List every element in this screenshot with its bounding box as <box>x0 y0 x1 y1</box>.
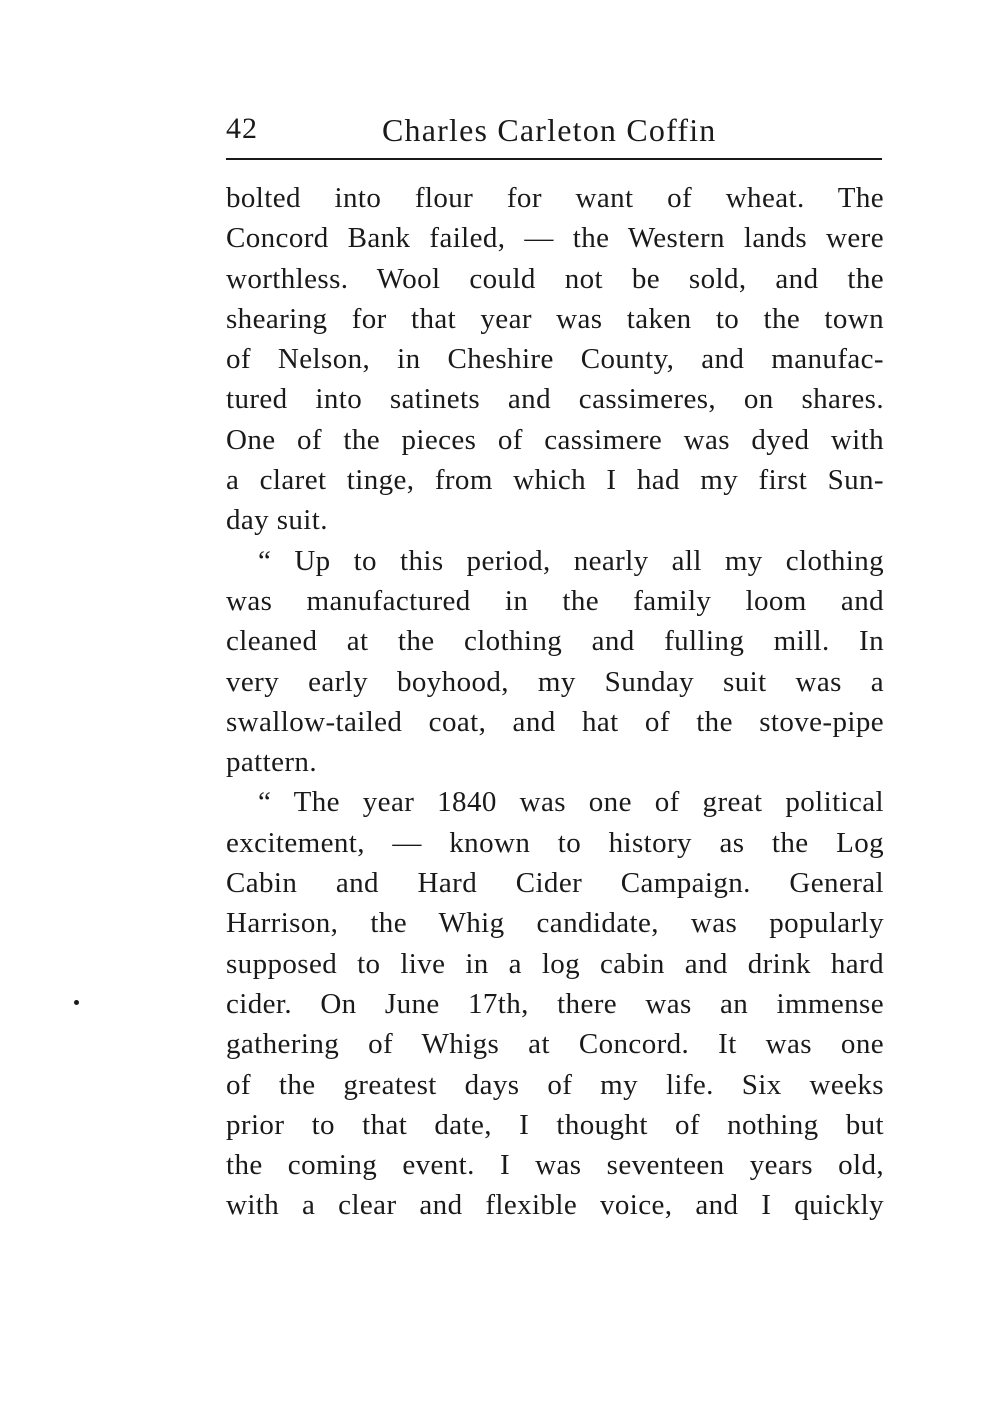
text-line: tured into satinets and cassimeres, on shares. <box>226 383 884 416</box>
text-line: supposed to live in a log cabin and drink hard <box>226 947 884 980</box>
text-line: very early boyhood, my Sunday suit was a <box>226 665 884 698</box>
text-line: gathering of Whigs at Concord. It was one <box>226 1028 884 1061</box>
text-line: Concord Bank failed, — the Western lands were <box>226 222 884 255</box>
page-header <box>226 108 882 156</box>
text-line: One of the pieces of cassimere was dyed with <box>226 423 884 456</box>
text-line: prior to that date, I thought of nothing but <box>226 1108 884 1141</box>
text-line: worthless. Wool could not be sold, and the <box>226 262 884 295</box>
header-rule <box>226 158 882 160</box>
text-line: cider. On June 17th, there was an immense <box>226 987 884 1020</box>
text-line: was manufactured in the family loom and <box>226 584 884 617</box>
text-line: day suit. <box>226 504 328 537</box>
text-line: a claret tinge, from which I had my first Sun- <box>226 464 884 497</box>
text-line: bolted into flour for want of wheat. The <box>226 182 884 214</box>
text-line: shearing for that year was taken to the town <box>226 302 884 335</box>
text-line: with a clear and flexible voice, and I quickly <box>226 1189 884 1222</box>
body-text <box>226 178 884 1226</box>
text-line: the coming event. I was seventeen years old, <box>226 1149 884 1182</box>
page-number: 42 <box>226 112 258 145</box>
ink-speck <box>74 1000 79 1005</box>
text-line: pattern. <box>226 746 317 779</box>
paragraph-2 <box>226 541 884 783</box>
text-line: Cabin and Hard Cider Campaign. General <box>226 867 884 900</box>
text-line: swallow-tailed coat, and hat of the stove-pipe <box>226 705 884 738</box>
text-line: “ The year 1840 was one of great political <box>258 786 884 819</box>
text-line: Harrison, the Whig candidate, was popularly <box>226 907 884 940</box>
paragraph-1 <box>226 178 884 541</box>
text-line: of the greatest days of my life. Six weeks <box>226 1068 884 1101</box>
text-line: excitement, — known to history as the Log <box>226 826 884 859</box>
paragraph-3 <box>226 782 884 1225</box>
running-title: Charles Carleton Coffin <box>382 112 717 148</box>
text-line: of Nelson, in Cheshire County, and manufac- <box>226 343 884 376</box>
text-line: “ Up to this period, nearly all my clothing <box>258 544 884 577</box>
text-line: cleaned at the clothing and fulling mill. In <box>226 625 884 658</box>
